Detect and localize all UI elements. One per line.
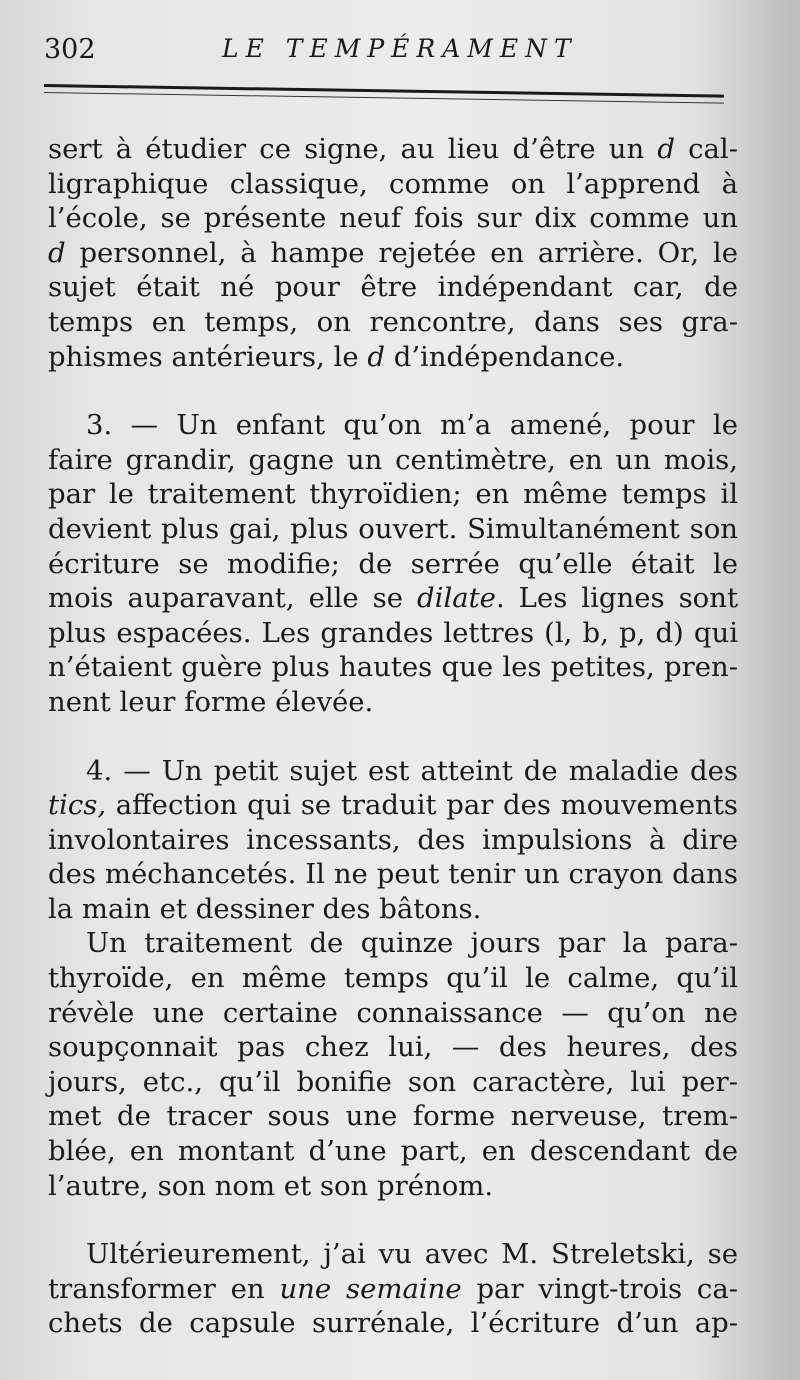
paragraph-5 (48, 1237, 738, 1341)
body-text (48, 132, 738, 1341)
paragraph-2 (48, 408, 738, 719)
text-line: chets de capsule surrénale, l’écriture d’un ap- (48, 1307, 738, 1340)
text-line: des méchancetés. Il ne peut tenir un crayon dans (48, 858, 738, 891)
text-line: Ultérieurement, j’ai vu avec M. Streletski, se (86, 1238, 738, 1271)
text-line: l’école, se présente neuf fois sur dix comme un (48, 202, 738, 235)
text-line: sert à étudier ce signe, au lieu d’être un d cal- (48, 133, 738, 165)
running-title: LE TEMPÉRAMENT (222, 34, 578, 63)
text-line: temps en temps, on rencontre, dans ses gra- (48, 305, 738, 338)
text-line: nent leur forme élevée. (48, 685, 374, 718)
text-line: devient plus gai, plus ouvert. Simultanément son (48, 512, 738, 545)
text-line: involontaires incessants, des impulsions à dire (48, 823, 738, 856)
header-rule (44, 84, 724, 98)
text-line: met de tracer sous une forme nerveuse, trem- (48, 1100, 738, 1133)
paragraph-gap (48, 720, 738, 754)
text-line: ligraphique classique, comme on l’apprend à (48, 167, 738, 200)
text-line: phismes antérieurs, le d d’indépendance. (48, 340, 625, 373)
text-line: tics, affection qui se traduit par des mouvements (48, 789, 738, 822)
text-line: blée, en montant d’une part, en descendant de (48, 1135, 738, 1168)
text-line: plus espacées. Les grandes lettres (l, b, p, d) qui (48, 616, 738, 649)
text-line: la main et dessiner des bâtons. (48, 892, 482, 925)
paragraph-3 (48, 754, 738, 927)
paragraph-gap (48, 374, 738, 408)
text-line: 4. — Un petit sujet est atteint de maladie des (86, 754, 738, 787)
text-line: thyroïde, en même temps qu’il le calme, qu’il (48, 962, 738, 995)
paragraph-gap (48, 1203, 738, 1237)
page-number: 302 (44, 34, 96, 65)
text-line: soupçonnait pas chez lui, — des heures, des (48, 1031, 738, 1064)
text-line: mois auparavant, elle se dilate. Les lignes sont (48, 582, 738, 615)
text-line: d personnel, à hampe rejetée en arrière. Or, le (48, 236, 739, 269)
text-line: écriture se modifie; de serrée qu’elle était le (48, 547, 738, 580)
text-line: transformer en une semaine par vingt-trois ca- (48, 1272, 739, 1305)
page-header (44, 28, 734, 72)
text-line: n’étaient guère plus hautes que les petites, pren- (48, 651, 738, 684)
paragraph-1 (48, 132, 738, 374)
paragraph-4 (48, 926, 738, 1203)
text-line: jours, etc., qu’il bonifie son caractère, lui per- (48, 1065, 738, 1098)
text-line: par le traitement thyroïdien; en même temps il (48, 478, 738, 511)
text-line: l’autre, son nom et son prénom. (48, 1169, 494, 1202)
text-line: sujet était né pour être indépendant car, de (48, 271, 738, 304)
text-line: faire grandir, gagne un centimètre, en un mois, (48, 443, 738, 476)
text-line: révèle une certaine connaissance — qu’on ne (48, 996, 738, 1029)
text-line: 3. — Un enfant qu’on m’a amené, pour le (86, 409, 738, 442)
text-line: Un traitement de quinze jours par la para- (86, 927, 738, 960)
